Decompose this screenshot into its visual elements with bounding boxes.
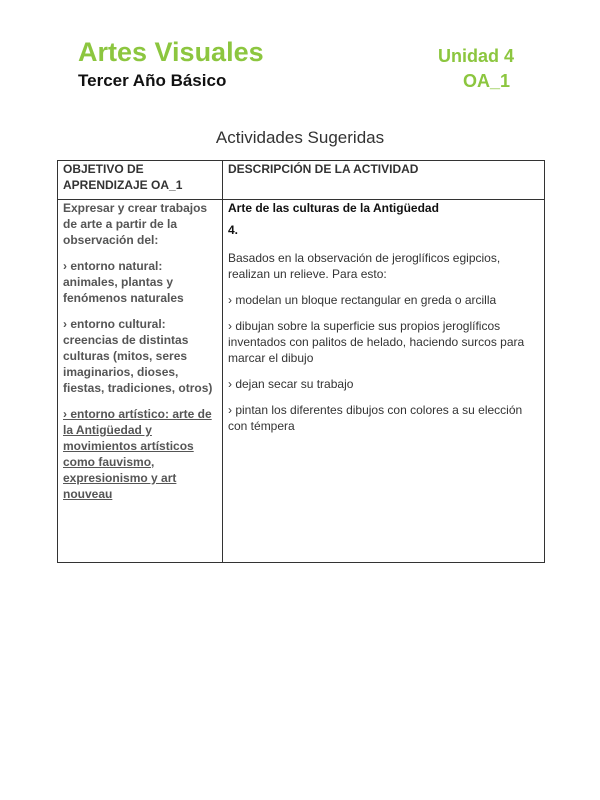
- objective-intro: Expresar y crear trabajos de arte a partir de la observación del:: [63, 201, 208, 247]
- objective-cell: [58, 200, 223, 563]
- description-header: DESCRIPCIÓN DE LA ACTIVIDAD: [223, 161, 545, 200]
- activity-step: › modelan un bloque rectangular en greda o arcilla: [228, 293, 497, 307]
- objective-header: OBJETIVO DE APRENDIZAJE OA_1: [58, 161, 223, 200]
- page-header: [78, 36, 516, 92]
- activity-step: › dejan secar su trabajo: [228, 377, 354, 391]
- activity-table: [57, 160, 545, 563]
- activity-step: › pintan los diferentes dibujos con colores a su elección con témpera: [228, 403, 523, 433]
- activity-title: Arte de las culturas de la Antigüedad: [228, 201, 439, 215]
- unit-label: Unidad 4: [437, 46, 514, 66]
- subject-title: Artes Visuales: [78, 37, 264, 67]
- table-header-row: [58, 161, 545, 200]
- objective-item-natural: › entorno natural: animales, plantas y fenómenos naturales: [63, 259, 184, 305]
- activity-intro: Basados en la observación de jeroglíficos egipcios, realizan un relieve. Para esto:: [228, 251, 501, 281]
- grade-label: Tercer Año Básico: [78, 71, 227, 90]
- activity-step: › dibujan sobre la superficie sus propios jeroglíficos inventados con palitos de helado, haciendo surcos para marcar el dibujo: [228, 319, 525, 365]
- activity-number: 4.: [228, 223, 239, 237]
- objective-item-artistic: › entorno artístico: arte de la Antigüedad y movimientos artísticos como fauvismo, expresionismo y art nouveau: [63, 407, 212, 501]
- oa-label: OA_1: [462, 71, 510, 91]
- table-row: [58, 200, 545, 563]
- objective-item-cultural: › entorno cultural: creencias de distintas culturas (mitos, seres imaginarios, dioses, fiestas, tradiciones, otros): [63, 317, 213, 395]
- section-title: Actividades Sugeridas: [215, 128, 385, 147]
- description-cell: [223, 200, 545, 563]
